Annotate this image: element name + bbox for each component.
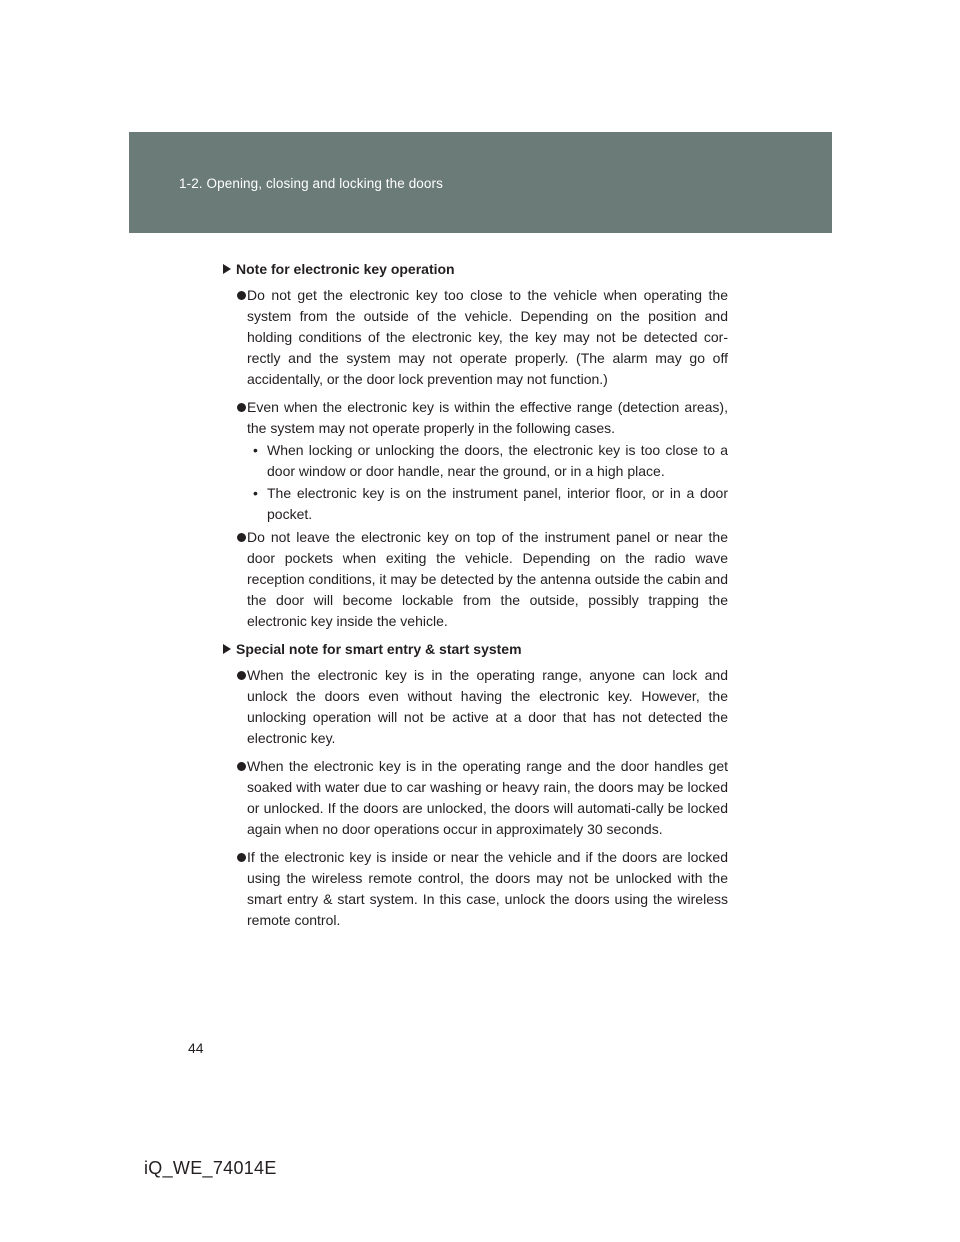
document-code: iQ_WE_74014E: [144, 1158, 277, 1178]
bullet-item: [222, 527, 728, 632]
circle-bullet-icon: [237, 762, 246, 771]
circle-bullet-icon: [237, 291, 246, 300]
circle-bullet-icon: [237, 403, 246, 412]
bullet-item: [222, 847, 728, 931]
small-dot-icon: •: [253, 442, 258, 458]
page-content: [222, 259, 728, 938]
bullet-item: [222, 665, 728, 749]
triangle-bullet-icon: [223, 264, 231, 274]
bullet-text: Even when the electronic key is within the effective range (detection areas), the system may not operate properly in the following cases.: [247, 399, 728, 436]
section-heading-smart-entry: [222, 639, 728, 659]
section-title: 1-2. Opening, closing and locking the doors: [179, 176, 443, 191]
section-header-band: [129, 132, 832, 233]
bullet-text: If the electronic key is inside or near the vehicle and if the doors are locked using the wireless remote control, the doors may not be unlocked with the smart entry & start system. In this case, unlock the doors using the wireless remote control.: [247, 849, 728, 928]
bullet-text: Do not get the electronic key too close to the vehicle when operating the system from the outside of the vehicle. Depending on the position and holding conditions of the electronic key, the key may not be detected cor-rectly and the system may not operate properly. (The alarm may go off accidentally, or the door lock prevention may not function.): [247, 287, 728, 387]
small-dot-icon: •: [253, 485, 258, 501]
circle-bullet-icon: [237, 671, 246, 680]
circle-bullet-icon: [237, 533, 246, 542]
bullet-item: [222, 756, 728, 840]
bullet-text: When the electronic key is in the operating range, anyone can lock and unlock the doors even without having the electronic key. However, the unlocking operation will not be active at a door that has not detected the electronic key.: [247, 667, 728, 746]
bullet-item: [222, 285, 728, 390]
bullet-text: Do not leave the electronic key on top of the instrument panel or near the door pockets when exiting the vehicle. Depending on the radio wave reception conditions, it may be detected by the antenna outside the cabin and the door will become lockable from the outside, possibly trapping the electronic key inside the vehicle.: [247, 529, 728, 629]
triangle-bullet-icon: [223, 644, 231, 654]
heading-text: Note for electronic key operation: [236, 261, 455, 277]
page-number: 44: [188, 1040, 204, 1056]
heading-text: Special note for smart entry & start system: [236, 641, 522, 657]
sub-item: [222, 440, 728, 482]
circle-bullet-icon: [237, 853, 246, 862]
bullet-item: [222, 397, 728, 439]
sub-item-text: The electronic key is on the instrument panel, interior floor, or in a door pocket.: [267, 485, 728, 522]
bullet-text: When the electronic key is in the operating range and the door handles get soaked with water due to car washing or heavy rain, the doors may be locked or unlocked. If the doors are unlocked, the doors will automati-cally be locked again when no door operations occur in approximately 30 seconds.: [247, 758, 728, 837]
sub-item: [222, 483, 728, 525]
section-heading-electronic-key: [222, 259, 728, 279]
sub-item-text: When locking or unlocking the doors, the electronic key is too close to a door window or door handle, near the ground, or in a high place.: [267, 442, 728, 479]
